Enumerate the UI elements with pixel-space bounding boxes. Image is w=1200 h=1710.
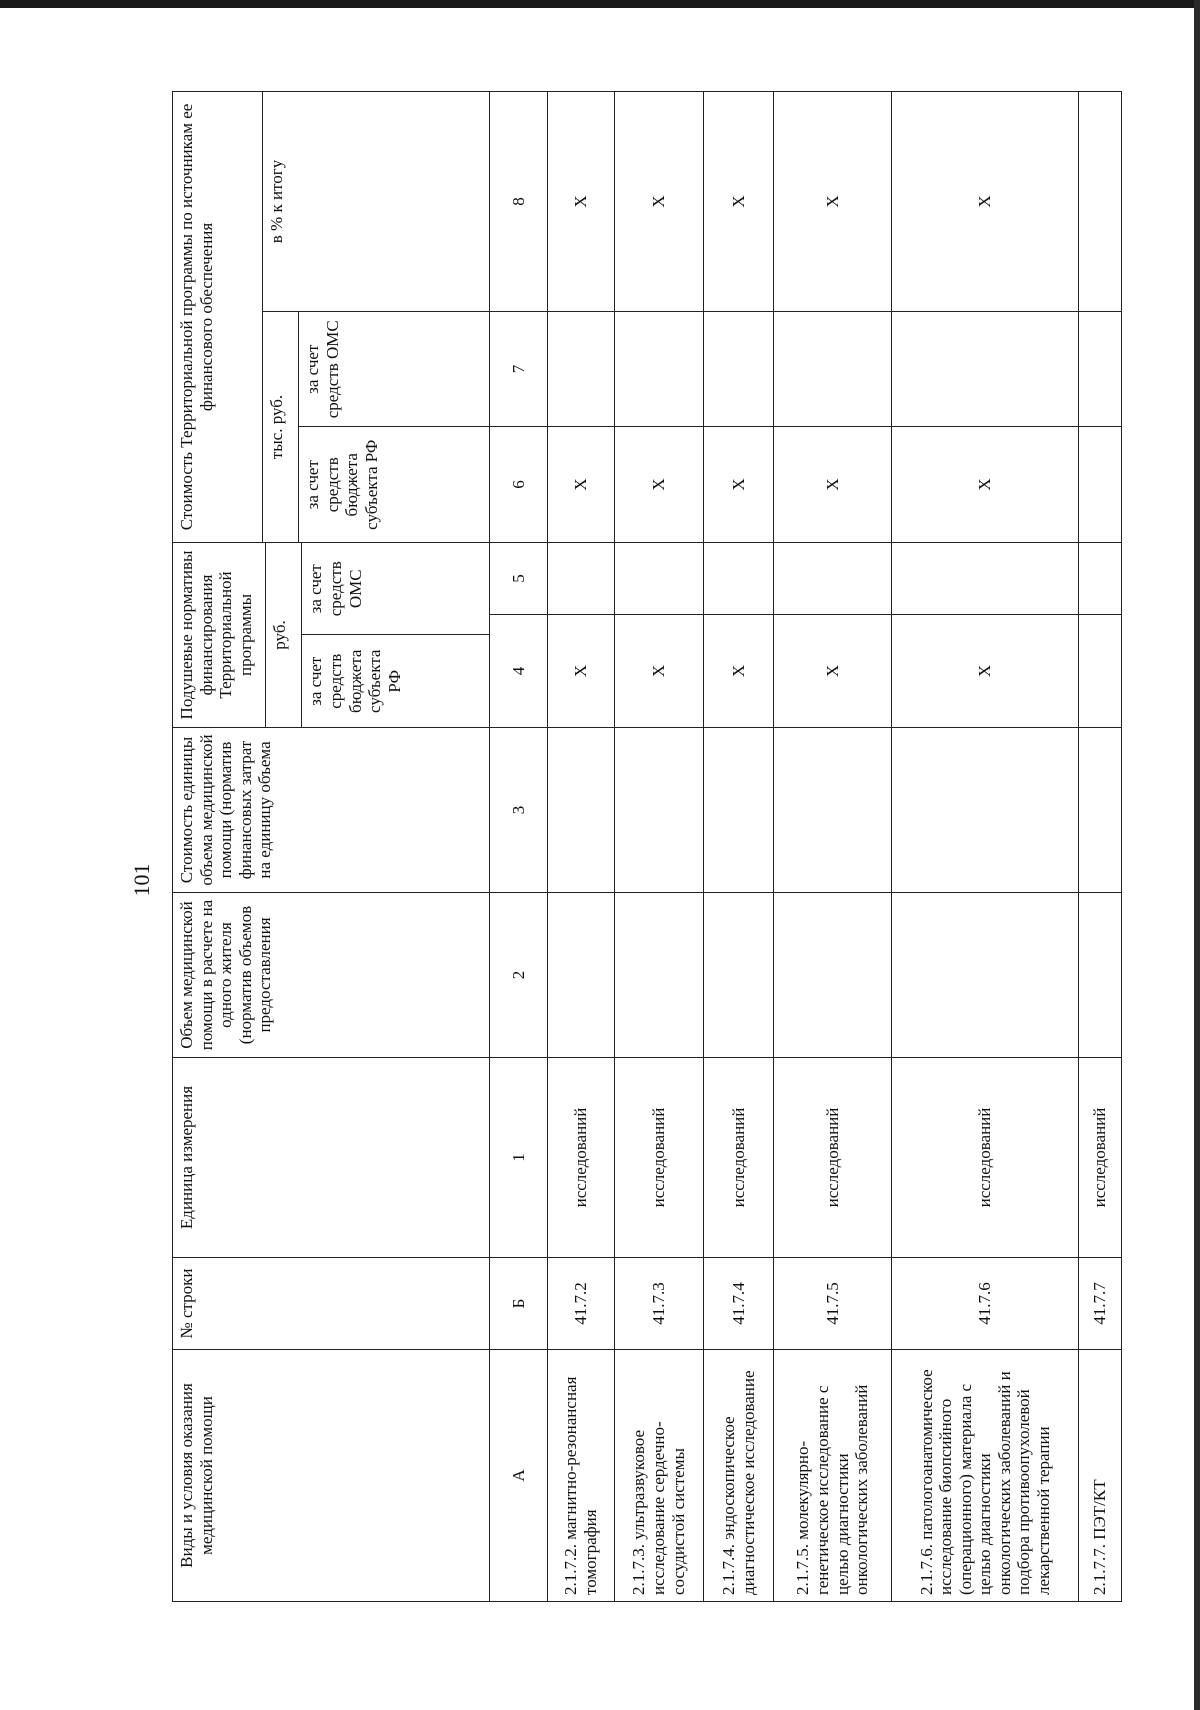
row-c5 bbox=[1079, 542, 1122, 614]
row-c3 bbox=[891, 728, 1079, 893]
colnum-2: 2 bbox=[489, 893, 548, 1058]
colnum-4: 4 bbox=[489, 615, 548, 728]
row-c8: X bbox=[704, 91, 774, 311]
table-row bbox=[548, 91, 614, 1601]
row-c7 bbox=[548, 311, 614, 426]
colnum-5: 5 bbox=[489, 542, 548, 614]
row-c5 bbox=[704, 542, 774, 614]
row-line: 41.7.6 bbox=[891, 1258, 1079, 1350]
rotated-table-wrapper bbox=[172, 92, 1122, 1602]
row-c6: X bbox=[548, 426, 614, 542]
row-c2 bbox=[704, 893, 774, 1058]
row-unit: исследований bbox=[891, 1058, 1079, 1258]
table-row bbox=[1079, 91, 1122, 1601]
row-c4: X bbox=[891, 615, 1079, 728]
row-c8: X bbox=[614, 91, 704, 311]
scan-right-edge bbox=[1194, 0, 1200, 1710]
header-col-5: за счет средств ОМС bbox=[306, 561, 365, 617]
row-c5 bbox=[891, 542, 1079, 614]
header-group-45-title: Подушевые нормативы финансирования Территориальной программы bbox=[177, 550, 255, 720]
row-c6: X bbox=[704, 426, 774, 542]
row-name: 2.1.7.3. ультразвуковое исследование сердечно-сосудистой системы bbox=[614, 1350, 704, 1602]
row-c7 bbox=[704, 311, 774, 426]
colnum-8: 8 bbox=[489, 91, 548, 311]
row-c8: X bbox=[891, 91, 1079, 311]
table-row bbox=[774, 91, 891, 1601]
table-row bbox=[891, 91, 1079, 1601]
row-c7 bbox=[614, 311, 704, 426]
financing-table bbox=[172, 91, 1122, 1602]
header-col-2: Объем медицинской помощи в расчете на одного жителя (норматив объемов предоставления bbox=[173, 893, 490, 1058]
header-col-1: Единица измерения bbox=[173, 1058, 490, 1258]
row-line: 41.7.2 bbox=[548, 1258, 614, 1350]
header-group-67-unit: тыс. руб. bbox=[263, 312, 299, 542]
header-col-6: за счет средств бюджета субъекта РФ bbox=[299, 427, 489, 542]
row-name: 2.1.7.6. патологоанатомическое исследование биопсийного (операционного) материала с целью диагностики онкологических заболеваний и подбора противоопухолевой лекарственной терапии bbox=[891, 1350, 1079, 1602]
header-col-3: Стоимость единицы объема медицинской помощи (норматив финансовых затрат на единицу объема bbox=[173, 728, 490, 893]
row-unit: исследований bbox=[614, 1058, 704, 1258]
row-c6: X bbox=[774, 426, 891, 542]
row-name: 2.1.7.7. ПЭТ/КТ bbox=[1079, 1350, 1122, 1602]
row-c5 bbox=[774, 542, 891, 614]
row-c8: X bbox=[548, 91, 614, 311]
row-c2 bbox=[614, 893, 704, 1058]
row-line: 41.7.3 bbox=[614, 1258, 704, 1350]
row-line: 41.7.4 bbox=[704, 1258, 774, 1350]
row-c6 bbox=[1079, 426, 1122, 542]
row-c4: X bbox=[548, 615, 614, 728]
header-col-7: за счет средств ОМС bbox=[303, 320, 342, 419]
row-line: 41.7.7 bbox=[1079, 1258, 1122, 1350]
table-row bbox=[614, 91, 704, 1601]
colnum-a: А bbox=[489, 1350, 548, 1602]
row-unit: исследований bbox=[1079, 1058, 1122, 1258]
row-c4: X bbox=[614, 615, 704, 728]
row-line: 41.7.5 bbox=[774, 1258, 891, 1350]
row-name: 2.1.7.4. эндоскопическое диагностическое исследование bbox=[704, 1350, 774, 1602]
page-number: 101 bbox=[129, 863, 154, 897]
row-c6: X bbox=[891, 426, 1079, 542]
header-group-45-unit: руб. bbox=[266, 543, 302, 727]
row-c2 bbox=[774, 893, 891, 1058]
row-c2 bbox=[548, 893, 614, 1058]
row-c3 bbox=[774, 728, 891, 893]
table-row bbox=[704, 91, 774, 1601]
row-c5 bbox=[548, 542, 614, 614]
row-c2 bbox=[891, 893, 1079, 1058]
header-col-b: № строки bbox=[173, 1258, 490, 1350]
colnum-6: 6 bbox=[489, 426, 548, 542]
colnum-3: 3 bbox=[489, 728, 548, 893]
colnum-7: 7 bbox=[489, 311, 548, 426]
row-unit: исследований bbox=[548, 1058, 614, 1258]
row-c3 bbox=[704, 728, 774, 893]
row-c4 bbox=[1079, 615, 1122, 728]
row-name: 2.1.7.2. магнитно-резонансная томография bbox=[548, 1350, 614, 1602]
colnum-b: Б bbox=[489, 1258, 548, 1350]
row-c3 bbox=[614, 728, 704, 893]
row-name: 2.1.7.5. молекулярно-генетическое исследование с целью диагностики онкологических заболеваний bbox=[774, 1350, 891, 1602]
row-c7 bbox=[1079, 311, 1122, 426]
row-c4: X bbox=[704, 615, 774, 728]
header-group-45 bbox=[173, 542, 266, 727]
row-c4: X bbox=[774, 615, 891, 728]
row-c8 bbox=[1079, 91, 1122, 311]
row-c5 bbox=[614, 542, 704, 614]
row-unit: исследований bbox=[774, 1058, 891, 1258]
colnum-1: 1 bbox=[489, 1058, 548, 1258]
row-c3 bbox=[548, 728, 614, 893]
row-c7 bbox=[774, 311, 891, 426]
row-c7 bbox=[891, 311, 1079, 426]
header-col-a: Виды и условия оказания медицинской помощи bbox=[173, 1350, 490, 1602]
row-c6: X bbox=[614, 426, 704, 542]
row-c8: X bbox=[774, 91, 891, 311]
scan-top-edge bbox=[0, 0, 1200, 8]
row-c3 bbox=[1079, 728, 1122, 893]
header-col-8: в % к итогу bbox=[262, 91, 489, 311]
header-group-67 bbox=[262, 311, 489, 542]
row-unit: исследований bbox=[704, 1058, 774, 1258]
column-number-row bbox=[489, 91, 548, 1601]
row-c2 bbox=[1079, 893, 1122, 1058]
header-group-678: Стоимость Территориальной программы по источникам ее финансового обеспечения bbox=[173, 91, 263, 542]
header-group-45-sub bbox=[265, 542, 489, 727]
header-col-4: за счет средств бюджета субъекта РФ bbox=[302, 635, 489, 727]
